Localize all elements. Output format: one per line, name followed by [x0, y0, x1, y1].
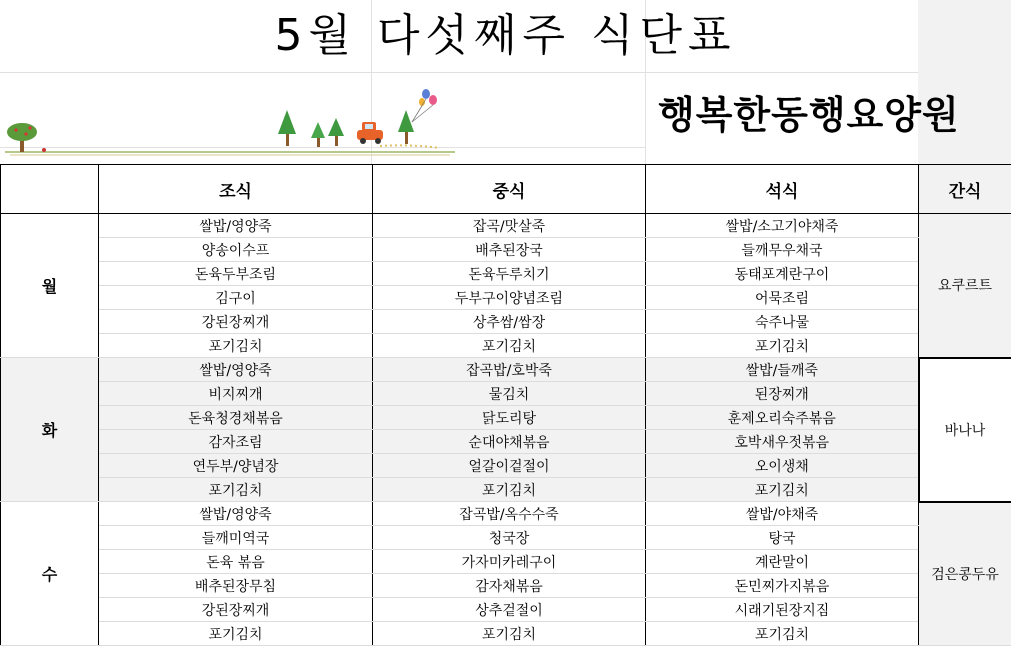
table-row: [1, 310, 1011, 334]
column-header-lunch: 중식: [373, 165, 646, 214]
dinner-cell: 들깨무우채국: [646, 238, 919, 262]
table-row: [1, 286, 1011, 310]
table-row: [1, 406, 1011, 430]
pine-tree-icon: [278, 110, 296, 146]
table-row: [1, 358, 1011, 382]
breakfast-cell: 비지찌개: [99, 382, 373, 406]
breakfast-cell: 돈육 볶음: [99, 550, 373, 574]
lunch-cell: 잡곡밥/호박죽: [373, 358, 646, 382]
dinner-cell: 쌀밥/야채죽: [646, 502, 919, 526]
table-row: [1, 382, 1011, 406]
day-label-wed: 수: [1, 502, 99, 646]
column-header-breakfast: 조식: [99, 165, 373, 214]
breakfast-cell: 포기김치: [99, 334, 373, 358]
dinner-cell: 포기김치: [646, 622, 919, 646]
dinner-cell: 훈제오리숙주볶음: [646, 406, 919, 430]
lunch-cell: 순대야채볶음: [373, 430, 646, 454]
table-row: [1, 478, 1011, 502]
breakfast-cell: 양송이수프: [99, 238, 373, 262]
snack-cell-tue: 바나나: [919, 358, 1011, 502]
lunch-cell: 청국장: [373, 526, 646, 550]
car-icon: [357, 122, 383, 144]
table-row: [1, 262, 1011, 286]
lunch-cell: 상추쌈/쌈장: [373, 310, 646, 334]
breakfast-cell: 포기김치: [99, 478, 373, 502]
column-header-snack: 간식: [919, 165, 1011, 214]
table-row: [1, 454, 1011, 478]
breakfast-cell: 배추된장무침: [99, 574, 373, 598]
dinner-cell: 된장찌개: [646, 382, 919, 406]
breakfast-cell: 강된장찌개: [99, 598, 373, 622]
lunch-cell: 돈육두루치기: [373, 262, 646, 286]
day-label-mon: 월: [1, 214, 99, 358]
dinner-cell: 쌀밥/소고기야채죽: [646, 214, 919, 238]
lunch-cell: 상추겉절이: [373, 598, 646, 622]
breakfast-cell: 강된장찌개: [99, 310, 373, 334]
balloons-icon: [412, 89, 437, 122]
column-header-dinner: 석식: [646, 165, 919, 214]
meal-menu-table: [0, 164, 1011, 646]
dinner-cell: 돈민찌가지볶음: [646, 574, 919, 598]
breakfast-cell: 들깨미역국: [99, 526, 373, 550]
dinner-cell: 포기김치: [646, 334, 919, 358]
lunch-cell: 감자채볶음: [373, 574, 646, 598]
breakfast-cell: 감자조림: [99, 430, 373, 454]
table-row: [1, 430, 1011, 454]
organization-name: 행복한동행요양원: [658, 93, 960, 137]
lunch-cell: 잡곡/맛살죽: [373, 214, 646, 238]
dinner-cell: 계란말이: [646, 550, 919, 574]
lunch-cell: 두부구이양념조림: [373, 286, 646, 310]
dinner-cell: 시래기된장지짐: [646, 598, 919, 622]
day-label-tue: 화: [1, 358, 99, 502]
dinner-cell: 어묵조림: [646, 286, 919, 310]
page-title: 5월 다섯째주 식단표: [274, 10, 737, 61]
breakfast-cell: 포기김치: [99, 622, 373, 646]
lunch-cell: 포기김치: [373, 622, 646, 646]
pine-tree-icon: [311, 122, 325, 147]
table-row: [1, 574, 1011, 598]
snack-cell-mon: 요쿠르트: [919, 214, 1011, 358]
breakfast-cell: 쌀밥/영양죽: [99, 358, 373, 382]
table-row: [1, 334, 1011, 358]
lunch-cell: 포기김치: [373, 478, 646, 502]
table-row: [1, 550, 1011, 574]
lunch-cell: 얼갈이겉절이: [373, 454, 646, 478]
lunch-cell: 배추된장국: [373, 238, 646, 262]
dinner-cell: 호박새우젓볶음: [646, 430, 919, 454]
dinner-cell: 동태포계란구이: [646, 262, 919, 286]
lunch-cell: 가자미카레구이: [373, 550, 646, 574]
dinner-cell: 오이생채: [646, 454, 919, 478]
breakfast-cell: 돈육청경채볶음: [99, 406, 373, 430]
tree-icon: [7, 123, 46, 152]
table-row: [1, 214, 1011, 238]
dinner-cell: 숙주나물: [646, 310, 919, 334]
table-row: [1, 598, 1011, 622]
breakfast-cell: 김구이: [99, 286, 373, 310]
lunch-cell: 물김치: [373, 382, 646, 406]
header-row: [1, 165, 1011, 214]
table-row: [1, 622, 1011, 646]
table-row: [1, 526, 1011, 550]
lunch-cell: 닭도리탕: [373, 406, 646, 430]
snack-cell-wed: 검은콩두유: [919, 502, 1011, 646]
dinner-cell: 포기김치: [646, 478, 919, 502]
dinner-cell: 쌀밥/들깨죽: [646, 358, 919, 382]
breakfast-cell: 쌀밥/영양죽: [99, 214, 373, 238]
pine-tree-icon: [398, 110, 414, 144]
lunch-cell: 잡곡밥/옥수수죽: [373, 502, 646, 526]
pine-tree-icon: [328, 118, 344, 146]
breakfast-cell: 돈육두부조림: [99, 262, 373, 286]
clipart-scene-illustration: [0, 72, 645, 164]
dinner-cell: 탕국: [646, 526, 919, 550]
table-row: [1, 238, 1011, 262]
breakfast-cell: 연두부/양념장: [99, 454, 373, 478]
column-header-day: [1, 165, 99, 214]
table-row: [1, 502, 1011, 526]
lunch-cell: 포기김치: [373, 334, 646, 358]
breakfast-cell: 쌀밥/영양죽: [99, 502, 373, 526]
